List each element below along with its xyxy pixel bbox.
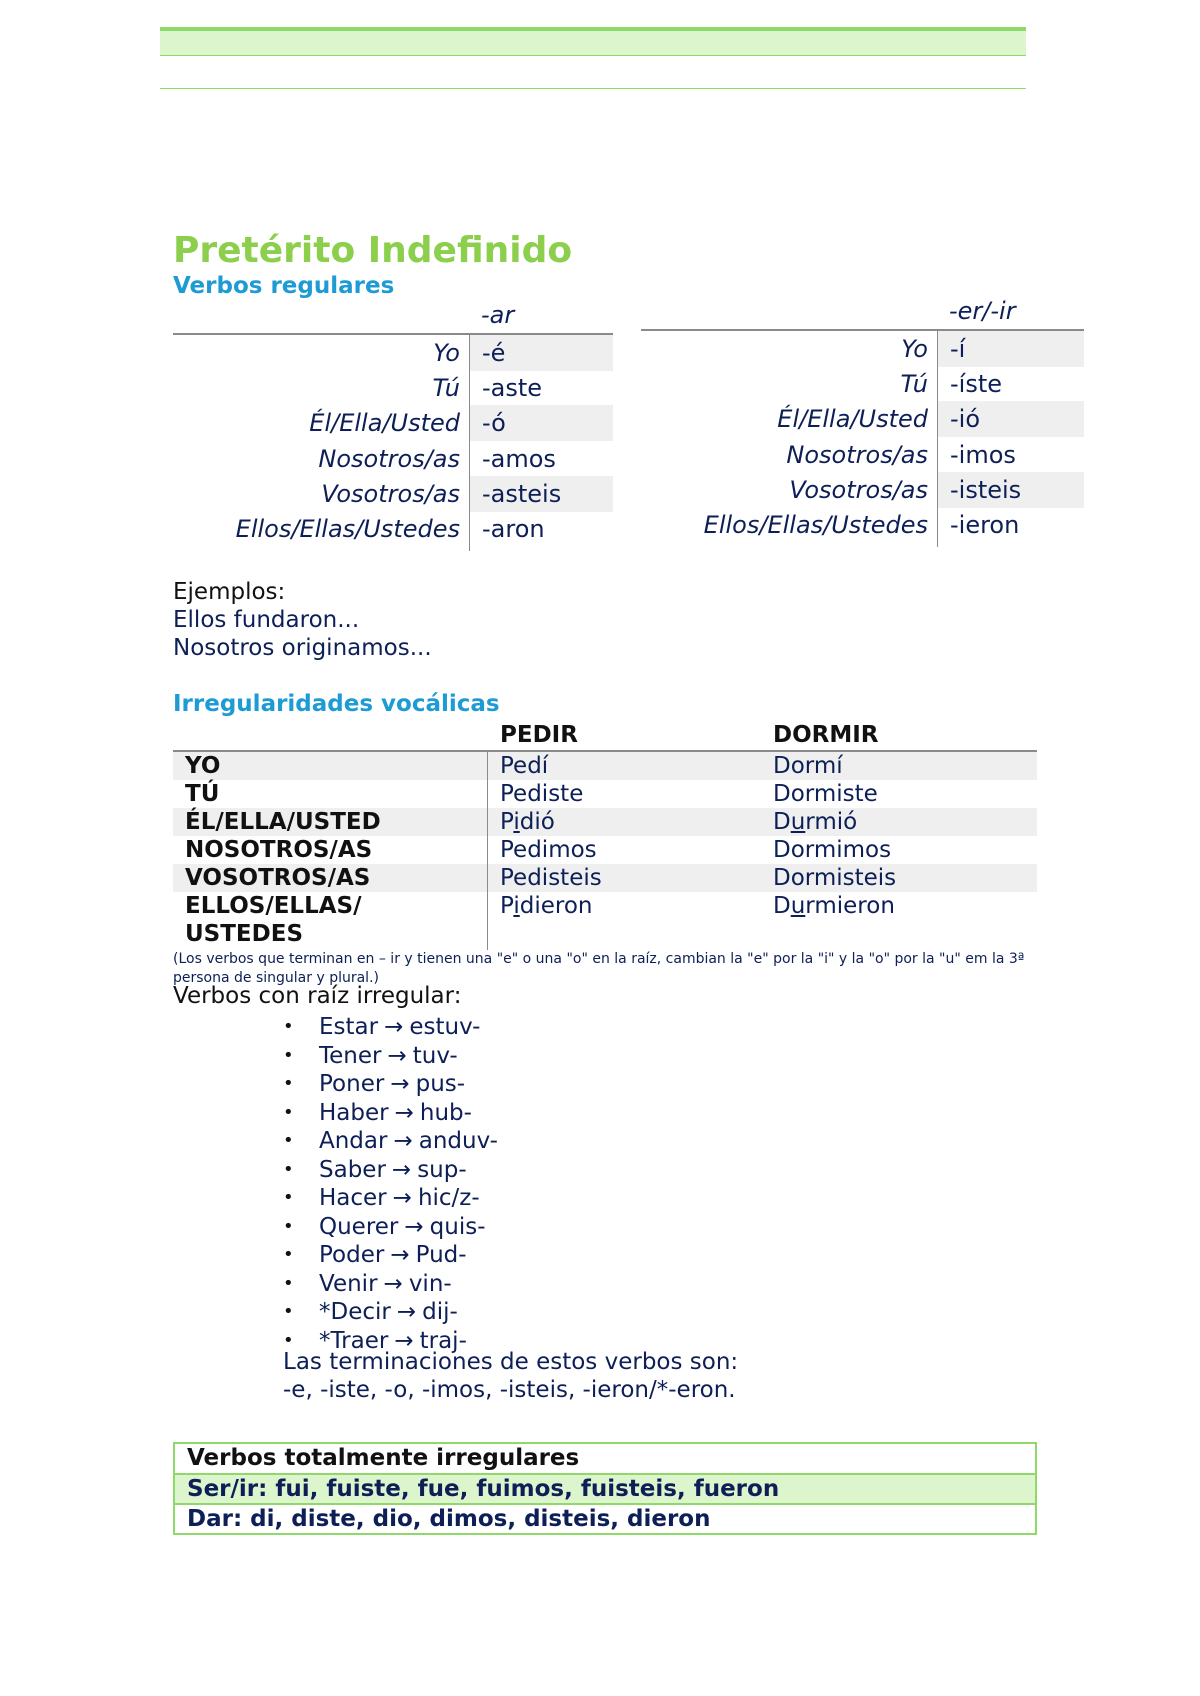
table-row	[173, 752, 1037, 780]
ar-conjugation-table	[173, 299, 613, 555]
arrow-right-icon: →	[391, 1156, 412, 1183]
fully-irregular-box	[173, 1442, 1037, 1535]
endings-list: -e, -iste, -o, -imos, -isteis, -ieron/*-eron.	[283, 1377, 736, 1403]
dormir-cell: Dormimos	[773, 837, 892, 863]
infinitive: Haber	[319, 1099, 389, 1126]
ending-cell: -é	[470, 335, 613, 371]
arrow-right-icon: →	[384, 1014, 404, 1040]
irregular-stem: hic/z-	[417, 1185, 480, 1211]
infinitive: *Decir	[319, 1299, 391, 1325]
stem-verb-item	[283, 1184, 498, 1213]
bullet-icon: •	[283, 1244, 294, 1265]
pronoun-cell: VOSOTROS/AS	[185, 865, 371, 891]
infinitive: Hacer	[319, 1185, 387, 1211]
irregular-stem: vin-	[408, 1270, 452, 1297]
pronoun-label: Vosotros/as	[321, 480, 460, 508]
irregular-row-ser-ir: Ser/ir: fui, fuiste, fue, fuimos, fuisteis, fueron	[175, 1475, 1035, 1505]
stem-verb-item	[283, 1099, 498, 1128]
pronoun-label: Nosotros/as	[786, 441, 928, 469]
stem-verb-item	[283, 1241, 498, 1270]
ending-cell: -imos	[950, 441, 1016, 469]
example-line: Ellos fundaron...	[173, 607, 360, 633]
arrow-right-icon: →	[396, 1299, 417, 1325]
infinitive: Venir	[319, 1270, 378, 1297]
pronoun-label: Yo	[901, 335, 928, 363]
irregular-stem: Pud-	[415, 1242, 467, 1268]
bullet-icon: •	[283, 1215, 294, 1237]
irregular-stem: pus-	[415, 1071, 466, 1097]
irregular-stem: estuv-	[409, 1014, 481, 1040]
er-ir-row	[641, 472, 1084, 508]
ar-row	[173, 476, 613, 512]
pronoun-cell: YO	[185, 753, 221, 779]
pronoun-label: Tú	[432, 374, 460, 402]
pronoun-cell: ELLOS/ELLAS/ USTEDES	[185, 893, 362, 947]
er-ir-conjugation-table	[641, 295, 1084, 551]
pronoun-label: Yo	[433, 339, 460, 367]
stem-verb-item	[283, 1127, 498, 1156]
er-ir-row	[641, 366, 1084, 402]
arrow-right-icon: →	[394, 1099, 414, 1126]
irregular-stem: quis-	[429, 1213, 486, 1240]
ending-cell: -íste	[950, 370, 1003, 398]
stem-verb-item	[283, 1156, 498, 1185]
dormir-cell: Durmieron	[773, 893, 895, 919]
ending-cell: -amos	[482, 445, 556, 473]
arrow-right-icon: →	[383, 1270, 403, 1297]
er-ir-row	[641, 331, 1084, 367]
arrow-right-icon: →	[394, 1327, 414, 1354]
ar-row	[173, 335, 613, 371]
bullet-icon: •	[283, 1044, 294, 1066]
vowel-table-divider	[487, 752, 488, 950]
table-row	[173, 780, 1037, 808]
column-header-dormir: DORMIR	[773, 722, 879, 748]
pedir-cell: Pidieron	[500, 893, 593, 919]
infinitive: *Traer	[319, 1327, 389, 1354]
stem-verb-item	[283, 1270, 498, 1299]
irregular-stem: sup-	[417, 1156, 467, 1183]
header-rule	[160, 88, 1026, 89]
page-title: Pretérito Indefinido	[173, 230, 573, 271]
bullet-icon: •	[283, 1329, 294, 1351]
example-line: Nosotros originamos...	[173, 635, 432, 661]
ending-cell: -isteis	[938, 472, 1084, 508]
arrow-right-icon: →	[387, 1042, 407, 1069]
er-ir-row	[641, 401, 1084, 437]
ar-row	[173, 370, 613, 406]
column-header-pedir: PEDIR	[500, 722, 578, 748]
fully-irregular-heading: Verbos totalmente irregulares	[175, 1444, 1035, 1475]
table-row	[173, 836, 1037, 864]
vowel-note: (Los verbos que terminan en – ir y tienen una "e" o una "o" en la raíz, cambian la "e" por la "i" y la "o" por la "u" em la 3ª persona de singular y plural.)	[173, 951, 1025, 986]
pronoun-label: Ellos/Ellas/Ustedes	[703, 511, 928, 539]
ending-cell: -aste	[482, 374, 543, 402]
ar-column-header: -ar	[481, 301, 515, 329]
bullet-icon: •	[283, 1301, 294, 1322]
irregular-stem: traj-	[419, 1327, 467, 1354]
arrow-right-icon: →	[390, 1071, 410, 1097]
stem-verb-item	[283, 1070, 498, 1099]
ar-row	[173, 405, 613, 441]
ending-cell: -ió	[938, 401, 1084, 437]
arrow-right-icon: →	[390, 1242, 410, 1268]
vowel-irregularities-heading: Irregularidades vocálicas	[173, 691, 500, 717]
stem-verb-item	[283, 1213, 498, 1242]
header-band	[160, 27, 1026, 56]
arrow-right-icon: →	[404, 1213, 424, 1240]
irregular-stem: dij-	[422, 1299, 458, 1325]
table-row	[173, 892, 1037, 948]
arrow-right-icon: →	[392, 1185, 412, 1211]
infinitive: Poner	[319, 1071, 385, 1097]
ar-row	[173, 511, 613, 547]
er-ir-row	[641, 507, 1084, 543]
pronoun-label: Vosotros/as	[789, 476, 928, 504]
dormir-cell: Dormiste	[773, 781, 878, 807]
arrow-right-icon: →	[393, 1128, 413, 1154]
irregular-stem: tuv-	[412, 1042, 458, 1069]
pronoun-label: Él/Ella/Usted	[777, 405, 928, 433]
stem-verb-item	[283, 1013, 498, 1042]
bullet-icon: •	[283, 1272, 294, 1294]
table-row	[173, 864, 1037, 892]
pronoun-cell: NOSOTROS/AS	[185, 837, 373, 863]
ending-cell: -aron	[482, 515, 545, 543]
pedir-cell: Pidió	[500, 809, 555, 835]
stem-verb-item	[283, 1298, 498, 1327]
bullet-icon: •	[283, 1073, 294, 1094]
stem-verbs-heading: Verbos con raíz irregular:	[173, 983, 462, 1009]
pedir-cell: Pediste	[500, 781, 584, 807]
infinitive: Andar	[319, 1128, 388, 1154]
ending-cell: -asteis	[470, 476, 613, 512]
irregular-row-dar: Dar: di, diste, dio, dimos, disteis, dieron	[187, 1506, 711, 1532]
infinitive: Estar	[319, 1014, 379, 1040]
pronoun-cell: ÉL/ELLA/USTED	[185, 809, 381, 835]
pronoun-label: Él/Ella/Usted	[309, 409, 460, 437]
dormir-cell: Dormisteis	[773, 865, 897, 891]
bullet-icon: •	[283, 1187, 294, 1208]
bullet-icon: •	[283, 1101, 294, 1123]
irregular-stem: hub-	[419, 1099, 472, 1126]
infinitive: Tener	[319, 1042, 382, 1069]
stem-verbs-list	[283, 1013, 498, 1355]
ar-row	[173, 441, 613, 477]
pronoun-label: Ellos/Ellas/Ustedes	[235, 515, 460, 543]
infinitive: Querer	[319, 1213, 399, 1240]
er-ir-row	[641, 437, 1084, 473]
pronoun-label: Nosotros/as	[318, 445, 460, 473]
pronoun-cell: TÚ	[185, 781, 220, 807]
pedir-cell: Pedisteis	[500, 865, 602, 891]
infinitive: Saber	[319, 1156, 386, 1183]
ending-cell: -í	[938, 331, 1084, 367]
stem-verb-item	[283, 1042, 498, 1071]
ending-cell: -ieron	[950, 511, 1020, 539]
examples-label: Ejemplos:	[173, 579, 286, 605]
dormir-cell: Dormí	[773, 753, 843, 779]
bullet-icon: •	[283, 1016, 294, 1037]
pronoun-label: Tú	[900, 370, 928, 398]
endings-label: Las terminaciones de estos verbos son:	[283, 1349, 739, 1375]
regular-verbs-heading: Verbos regulares	[173, 273, 395, 299]
table-row	[173, 808, 1037, 836]
bullet-icon: •	[283, 1130, 294, 1151]
pedir-cell: Pedí	[500, 753, 549, 779]
er-ir-column-header: -er/-ir	[949, 297, 1016, 325]
pedir-cell: Pedimos	[500, 837, 597, 863]
bullet-icon: •	[283, 1158, 294, 1180]
ending-cell: -ó	[470, 405, 613, 441]
dormir-cell: Durmió	[773, 809, 858, 835]
infinitive: Poder	[319, 1242, 385, 1268]
irregular-stem: anduv-	[418, 1128, 498, 1154]
